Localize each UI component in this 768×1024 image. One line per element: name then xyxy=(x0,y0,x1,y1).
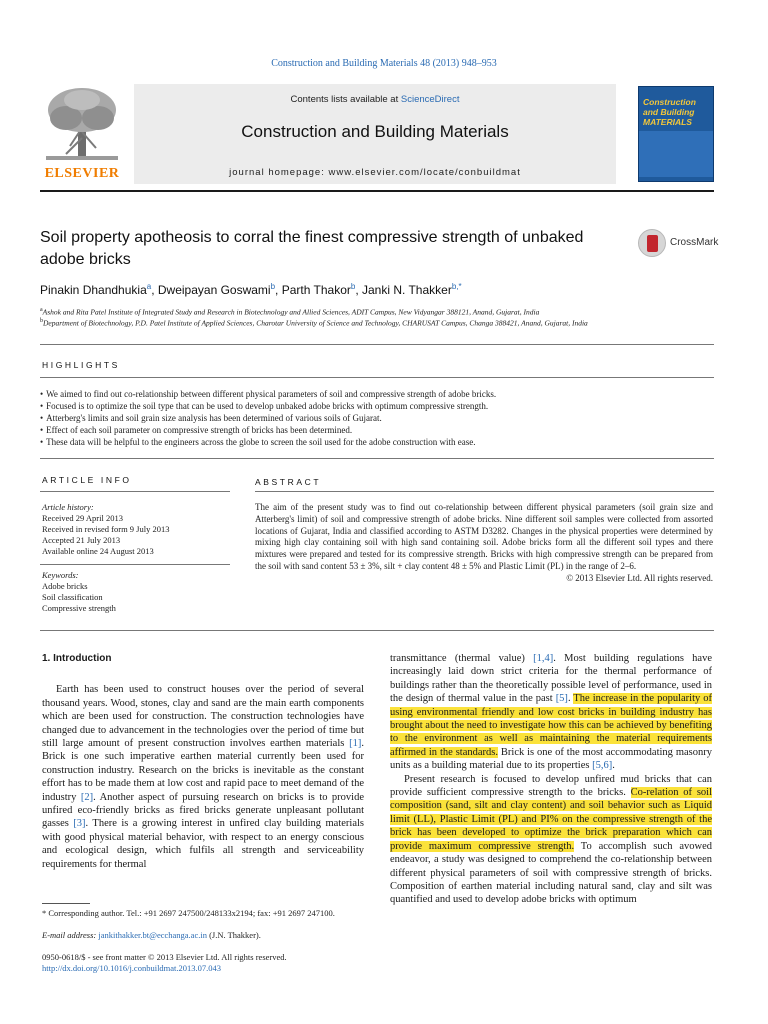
article-info-heading: ARTICLE INFO xyxy=(42,475,132,485)
highlight-item: • Effect of each soil parameter on compressive strength of bricks has been determined. xyxy=(40,424,740,436)
author-name[interactable]: Pinakin Dhandhukia xyxy=(40,283,147,297)
reference-link[interactable]: [2] xyxy=(80,791,94,803)
highlights-list xyxy=(40,388,740,448)
email-link[interactable]: jankithakker.bt@ecchanga.ac.in xyxy=(98,930,207,940)
abstract-heading: ABSTRACT xyxy=(255,477,322,487)
crossmark-badge[interactable] xyxy=(638,229,728,259)
corresponding-author-note: * Corresponding author. Tel.: +91 2697 247500/248133x2194; fax: +91 2697 247100. xyxy=(42,908,335,918)
body-paragraph: transmittance (thermal value) [1,4]. Most building regulations have increasingly laid down strict criteria for the thermal performance of buildings rather than the theoretically possible level of performance, used in the design of thermal value in the past [5]. The increase in the popularity of using environmental friendly and low cost bricks in building industry has brought about the need to investigate how this can be achieved by benefiting to the environment as well as maintaining the material requirements affirmed in the standards. Brick is one of the most accommodating masonry units as a building material due to its properties [5,6]. xyxy=(390,653,712,772)
doi-link[interactable]: http://dx.doi.org/10.1016/j.conbuildmat.2013.07.043 xyxy=(42,963,222,973)
journal-homepage[interactable]: journal homepage: www.elsevier.com/locate/conbuildmat xyxy=(229,167,521,178)
history-entry: Received in revised form 9 July 2013 xyxy=(42,524,170,534)
keyword: Soil classification xyxy=(42,592,103,602)
abstract-text xyxy=(255,502,713,585)
history-entry: Accepted 21 July 2013 xyxy=(42,535,121,545)
keyword: Adobe bricks xyxy=(42,581,88,591)
elsevier-wordmark: ELSEVIER xyxy=(44,166,120,181)
crossmark-icon xyxy=(638,229,666,257)
divider xyxy=(40,564,230,565)
contents-line xyxy=(134,94,616,105)
divider xyxy=(255,491,714,492)
highlighted-text: The increase in the popularity of using environmental friendly and low cost bricks in building industry has brought about the need to investigate how this can be achieved by benefiting to the environment as well as maintaining the material requirements affirmed in the standards. xyxy=(390,693,712,758)
affiliation-b: $^b$Department of Biotechnology, P.D. Patel Institute of Applied Sciences, Charotar University of Science and Technology, CHARUSAT Campus, Changa 388421, Anand, Gujarat, India xyxy=(40,318,588,328)
issn-text: 0950-0618/$ - see front matter © 2013 Elsevier Ltd. All rights reserved. xyxy=(42,952,287,962)
email-note: E-mail address: jankithakker.bt@ecchanga.ac.in (J.N. Thakker). xyxy=(42,930,261,940)
journal-title: Construction and Building Materials xyxy=(241,122,509,141)
author-name[interactable]: Janki N. Thakker xyxy=(362,283,452,297)
header-divider xyxy=(40,190,714,192)
divider xyxy=(40,344,714,345)
abstract-body: The aim of the present study was to find out co-relationship between different physical parameters (soil grain size and Atterberg's limit) of soil and compressive strength of adobe bricks. Nine different soil samples were collected from assorted locations of Gujarat, India and classified according to ASTM D3282. Changes in the physical properties were determined by mixing high clay containing soil with high sand containing soil. Adobe bricks form all the different soil types and there mixtures were prepared and tested for its compressive strength. Bricks with high compressive strength can be prepared from the soil with sand content 53 ± 3%, silt + clay content 48 ± 5% and Plastic Limit (PL) in the range of 2–6. xyxy=(255,502,713,571)
highlight-item: • Focused is to optimize the soil type that can be used to develop unbaked adobe bricks with optimum compressive strength. xyxy=(40,400,740,412)
divider xyxy=(40,458,714,459)
keyword: Compressive strength xyxy=(42,603,116,613)
highlighted-text: Co-relation of soil composition (sand, silt and clay content) and soil behavior such as Liquid limit (LL), Plastic Limit (PL) and PI% on the compressive strength of the brick has been developed to optimize the brick preparation which can provide maximum compressive strength. xyxy=(390,787,712,852)
highlight-item: • These data will be helpful to the engineers across the globe to screen the soil used for the adobe construction with ease. xyxy=(40,436,740,448)
keywords-label: Keywords: xyxy=(42,570,79,580)
author-name[interactable]: Parth Thakor xyxy=(281,283,351,297)
article-history xyxy=(42,502,232,557)
highlight-item: • We aimed to find out co-relationship between different physical parameters of soil and compressive strength of adobe bricks. xyxy=(40,388,740,400)
reference-link[interactable]: [5] xyxy=(555,693,568,705)
highlight-item: • Atterberg's limits and soil grain size analysis has been determined of various soils of Gujarat. xyxy=(40,412,740,424)
reference-link[interactable]: [5,6] xyxy=(592,760,613,772)
article-title: Soil property apotheosis to corral the finest compressive strength of unbaked adobe bricks xyxy=(40,229,584,268)
abstract-copyright: © 2013 Elsevier Ltd. All rights reserved. xyxy=(566,572,713,583)
highlights-heading: HIGHLIGHTS xyxy=(42,360,120,370)
issn-line xyxy=(42,952,372,974)
sciencedirect-link[interactable]: ScienceDirect xyxy=(400,94,460,105)
body-left-column xyxy=(42,652,364,871)
journal-cover-thumbnail xyxy=(638,86,714,182)
affiliation-a: $^a$Ashok and Rita Patel Institute of Integrated Study and Research in Biotechnology and Allied Sciences, ADIT Campus, New Vidyangar 388121, Anand, Gujarat, India xyxy=(40,307,540,317)
body-right-column xyxy=(390,652,712,907)
body-paragraph: Earth has been used to construct houses over the period of several thousand years. Wood, stones, clay and sand are the main earth components which are been used for construction. The construction technologies have changed due to advancement in the technologies over the period of time but still large amount of present construction involves earthen materials [1]. Brick is one such imperative earthen material currently been used for construction industry. Research on the bricks is inevitable as the constant effort has to be made them at low cost and rapid pace to meet demand of the industry [2]. Another aspect of pursuing research on bricks is to provide unfired eco-friendly bricks as fired bricks generate unpleasant pollutant gasses [3]. There is a growing interest in unfired clay building materials with good physical material behavior, with respect to an energy conscious and ecological design, which fulfils all strength and serviceability requirements for thermal xyxy=(42,684,365,870)
keywords xyxy=(42,570,232,614)
history-label: Article history: xyxy=(42,502,94,512)
body-paragraph: Present research is focused to develop unfired mud bricks that can provide sufficient compressive strength to the bricks. Co-relation of soil composition (sand, silt and clay content) and soil behavior such as Liquid limit (LL), Plastic Limit (PL) and PI% on the compressive strength of the brick has been developed to optimize the brick preparation which can provide maximum compressive strength. To accomplish such avowed endeavor, a study was designed to comprehend the co-relationship between different physical parameters of soil with compressive strength of bricks. Composition of earthen material including natural sand, clay and silt was quantified and used to develop adobe bricks with optimum xyxy=(390,773,712,906)
author-list: Pinakin Dhandhukia$^a$, Dweipayan Goswami$^b$, Parth Thakor$^b$, Janki N. Thakker$^{b,*}$ xyxy=(40,282,462,297)
history-entry: Received 29 April 2013 xyxy=(42,513,123,523)
reference-link[interactable]: [1] xyxy=(349,738,362,750)
journal-citation[interactable]: Construction and Building Materials 48 (2013) 948–953 xyxy=(271,58,497,69)
tree-icon xyxy=(40,84,124,164)
history-entry: Available online 24 August 2013 xyxy=(42,546,154,556)
author-name[interactable]: Dweipayan Goswami xyxy=(157,283,271,297)
journal-banner xyxy=(134,84,616,184)
elsevier-tree-logo xyxy=(40,84,124,182)
crossmark-label: CrossMark xyxy=(670,237,719,248)
section-heading-introduction: 1. Introduction xyxy=(42,653,112,664)
journal-header xyxy=(40,84,714,184)
cover-title: Construction and Building MATERIALS xyxy=(643,97,696,127)
divider xyxy=(40,630,714,631)
contents-prefix: Contents lists available at xyxy=(290,94,399,105)
divider xyxy=(40,377,714,378)
reference-link[interactable]: [1,4] xyxy=(533,653,554,664)
footnote-divider xyxy=(42,903,90,904)
reference-link[interactable]: [3] xyxy=(73,818,86,830)
divider xyxy=(40,491,230,492)
